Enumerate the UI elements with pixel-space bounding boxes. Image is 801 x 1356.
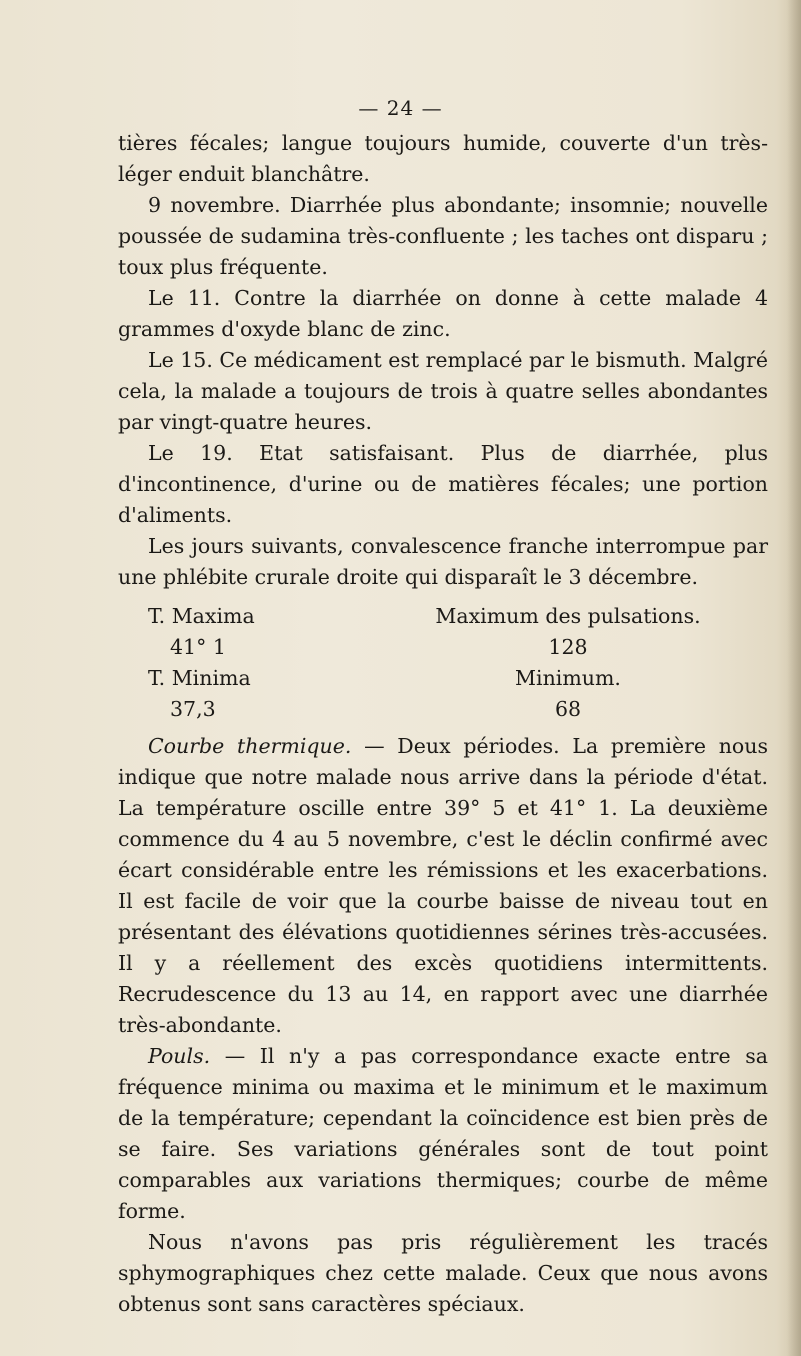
- t-minima-value: 37,3: [170, 697, 216, 721]
- document-body: [118, 128, 768, 1320]
- measurements-table: [118, 601, 768, 725]
- pouls-text: — Il n'y a pas correspondance exacte entre sa fréquence minima ou maxima et le minimum et le maximum de la température; cependant la coïncidence est bien près de se faire. Ses variations générales sont de tout point comparables aux variations thermiques; courbe de même forme.: [118, 1044, 768, 1223]
- pulse-min-label: Minimum.: [515, 666, 621, 690]
- paragraph-continuation: tières fécales; langue toujours humide, couverte d'un très-léger enduit blanchâtre.: [118, 131, 768, 186]
- paragraph-sphymographiques: Nous n'avons pas pris régulièrement les tracés sphymographiques chez cette malade. Ceux que nous avons obtenus sont sans caractères spéciaux.: [118, 1230, 768, 1316]
- paragraph-jours-suivants: Les jours suivants, convalescence franche interrompue par une phlébite crurale droite qui disparaît le 3 décembre.: [118, 534, 768, 589]
- t-minima-label: T. Minima: [148, 666, 251, 690]
- paragraph-courbe-thermique: [118, 731, 768, 1041]
- pulse-max-value: 128: [548, 635, 588, 659]
- pouls-heading: Pouls.: [148, 1044, 211, 1068]
- t-maxima-label: T. Maxima: [148, 604, 255, 628]
- pulse-min-value: 68: [554, 697, 582, 721]
- page-number: — 24 —: [358, 96, 443, 120]
- page-edge-shadow: [787, 0, 801, 1356]
- paragraph-le-19: Le 19. Etat satisfaisant. Plus de diarrhée, plus d'incontinence, d'urine ou de matières fécales; une portion d'aliments.: [118, 441, 768, 527]
- paragraph-le-11: Le 11. Contre la diarrhée on donne à cette malade 4 grammes d'oxyde blanc de zinc.: [118, 286, 768, 341]
- courbe-thermique-heading: Courbe thermique.: [148, 734, 352, 758]
- courbe-thermique-text: — Deux périodes. La première nous indique que notre malade nous arrive dans la période d'état. La température oscille entre 39° 5 et 41° 1. La deuxième commence du 4 au 5 novembre, c'est le déclin confirmé avec écart considérable entre les rémissions et les exacerbations. Il est facile de voir que la courbe baisse de niveau tout en présentant des élévations quotidiennes sérines très-accusées. Il y a réellement des excès quotidiens intermittents. Recrudescence du 13 au 14, en rapport avec une diarrhée très-abondante.: [118, 734, 768, 1037]
- pulse-max-label: Maximum des pulsations.: [435, 604, 701, 628]
- paragraph-pouls: [118, 1041, 768, 1227]
- paragraph-9-novembre: 9 novembre. Diarrhée plus abondante; insomnie; nouvelle poussée de sudamina très-confluente ; les taches ont disparu ; toux plus fréquente.: [118, 193, 768, 279]
- paragraph-le-15: Le 15. Ce médicament est remplacé par le bismuth. Malgré cela, la malade a toujours de trois à quatre selles abondantes par vingt-quatre heures.: [118, 348, 769, 434]
- t-maxima-value: 41° 1: [170, 635, 226, 659]
